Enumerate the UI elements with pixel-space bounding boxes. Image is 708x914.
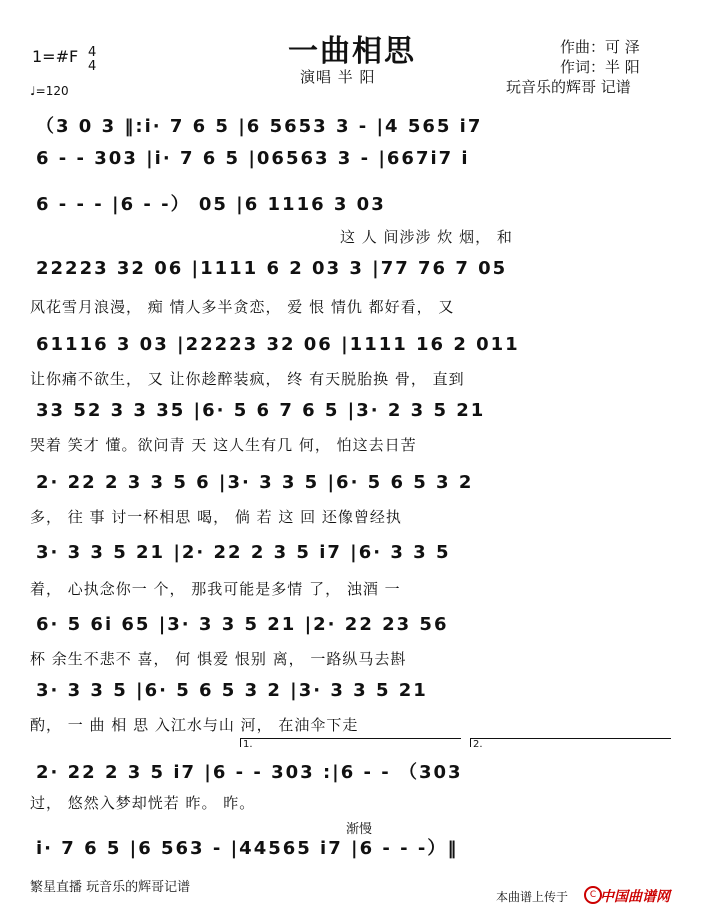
notation-text: 3· 3 3 5 21 |2· 22 2 3 5 i7 |6· 3 3 5 (36, 542, 451, 563)
site-logo-icon: C (584, 886, 602, 904)
lyric-text: 酌， 一 曲 相 思 入江水与山 河， 在油伞下走 (30, 716, 359, 734)
ritardando-marking: 渐慢 (346, 822, 373, 837)
notation-line (36, 614, 676, 644)
lyric-line (30, 792, 680, 814)
notation-text: （3 0 3 ‖:i· 7 6 5 |6 5653 3 - |4 565 i7 (36, 116, 483, 137)
lyric-text: 让你痛不欲生， 又 让你趁醉装疯， 终 有天脱胎换 骨， 直到 (30, 370, 465, 388)
notation-text: 6 - - - |6 - -） 05 |6 1116 3 03 (36, 194, 386, 215)
notation-text: 2· 22 2 3 5 i7 |6 - - 303 :|6 - - （303 (36, 762, 463, 783)
lyric-text: 多， 往 事 讨一杯相思 喝， 倘 若 这 回 还像曾经执 (30, 508, 402, 526)
notation-text: 61116 3 03 |22223 32 06 |1111 16 2 011 (36, 334, 520, 355)
transcriber-credit: 玩音乐的辉哥 记谱 (506, 78, 631, 96)
lyric-line (30, 368, 680, 390)
notation-text: 6 - - 303 |i· 7 6 5 |06563 3 - |667i7 i (36, 148, 470, 169)
notation-text: 2· 22 2 3 3 5 6 |3· 3 3 5 |6· 5 6 5 3 2 (36, 472, 474, 493)
notation-line (36, 472, 676, 502)
notation-line (36, 400, 676, 430)
upload-note: 本曲谱上传于 (496, 890, 569, 904)
lyric-line (30, 714, 680, 736)
footer-source: 繁星直播 玩音乐的辉哥记谱 (30, 880, 191, 895)
lyric-text: 这 人 间涉涉 炊 烟， 和 (340, 228, 513, 246)
notation-text: 3· 3 3 5 |6· 5 6 5 3 2 |3· 3 3 5 21 (36, 680, 428, 701)
volta-label-1: 1. (243, 739, 253, 750)
volta-bracket-1 (240, 738, 461, 750)
lyric-text: 着， 心执念你一 个， 那我可能是多情 了， 浊酒 一 (30, 580, 401, 598)
lyric-text: 风花雪月浪漫， 痴 情人多半贪恋， 爱 恨 情仇 都好看， 又 (30, 298, 455, 316)
lyric-text: 过， 悠然入梦却恍若 昨。 昨。 (30, 794, 256, 812)
lyric-line (30, 434, 680, 456)
notation-line (36, 834, 676, 864)
notation-line (36, 148, 676, 178)
singer-credit: 演唱 半 阳 (300, 68, 376, 86)
notation-line (36, 112, 676, 142)
notation-line (36, 758, 676, 788)
time-sig-top: 4 (88, 45, 97, 60)
notation-line (36, 680, 676, 710)
lyric-line (30, 226, 680, 248)
lyric-line (30, 506, 680, 528)
notation-text: 22223 32 06 |1111 6 2 03 3 |77 76 7 05 (36, 258, 508, 279)
notation-text: 33 52 3 3 35 |6· 5 6 7 6 5 |3· 2 3 5 21 (36, 400, 486, 421)
notation-line (36, 334, 676, 364)
lyric-text: 哭着 笑才 懂。欲问青 天 这人生有几 何， 怕这去日苦 (30, 436, 417, 454)
volta-bracket-2 (470, 738, 671, 750)
notation-text: i· 7 6 5 |6 563 - |44565 i7 |6 - - -）‖ (36, 838, 459, 859)
lyricist-credit: 作词：半 阳 (560, 58, 640, 76)
notation-line (36, 542, 676, 572)
notation-line (36, 190, 676, 220)
site-logo-text: 中国曲谱网 (600, 889, 670, 905)
lyric-line (30, 296, 680, 318)
time-sig-bottom: 4 (88, 59, 97, 74)
volta-label-2: 2. (473, 739, 483, 750)
key-signature: 1=#F (32, 47, 79, 66)
lyric-text: 杯 余生不悲不 喜， 何 惧爱 恨别 离， 一路纵马去斟 (30, 650, 407, 668)
song-title: 一曲相思 (288, 34, 416, 69)
time-signature (88, 46, 96, 74)
notation-line (36, 258, 676, 288)
notation-text: 6· 5 6i 65 |3· 3 3 5 21 |2· 22 23 56 (36, 614, 449, 635)
tempo-marking: ♩=120 (30, 84, 69, 98)
lyric-line (30, 578, 680, 600)
composer-credit: 作曲：可 泽 (560, 38, 640, 56)
lyric-line (30, 648, 680, 670)
